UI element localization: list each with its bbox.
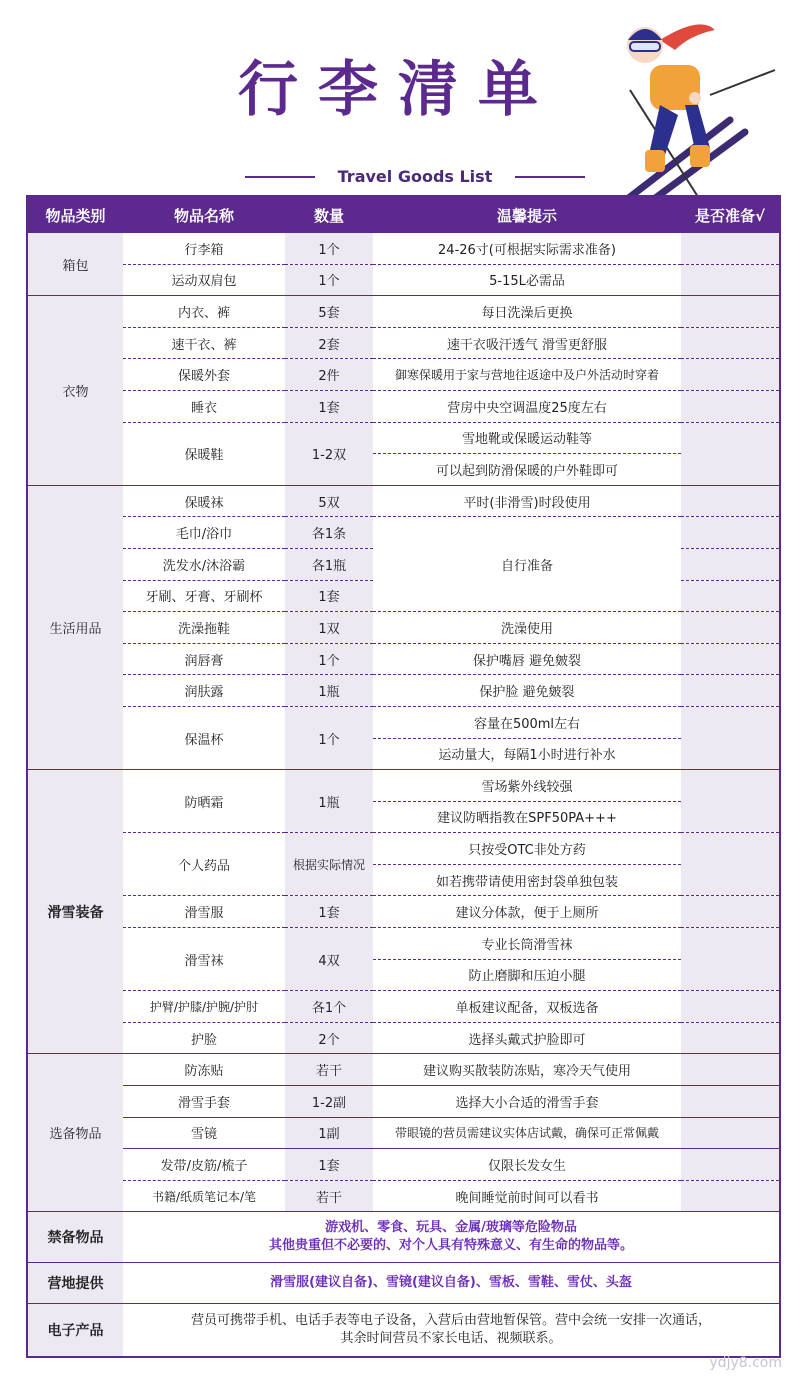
ready-checkbox[interactable] [681,359,780,391]
table-row [27,991,780,1023]
item-name: 防晒霜 [123,770,285,833]
camp-provided-text: 滑雪服(建议自备)、雪镜(建议自备)、雪板、雪鞋、雪仗、头盔 [123,1263,780,1304]
header-qty: 数量 [285,196,373,233]
item-tip: 选择大小合适的滑雪手套 [373,1086,681,1118]
banned-line-2: 其他贵重但不必要的、对个人具有特殊意义、有生命的物品等。 [268,1238,633,1254]
subtitle-line-right [515,176,585,178]
category-cell: 滑雪装备 [27,770,123,1054]
table-row [27,1054,780,1086]
item-tip: 专业长筒滑雪袜 [373,928,681,960]
item-qty: 各1个 [285,991,373,1023]
item-qty: 1个 [285,706,373,769]
item-name: 速干衣、裤 [123,327,285,359]
item-tip: 速干衣吸汗透气 滑雪更舒服 [373,327,681,359]
table-row [27,896,780,928]
table-row [27,706,780,738]
table-row [27,327,780,359]
item-tip: 洗澡使用 [373,612,681,644]
banned-line-1: 游戏机、零食、玩具、金属/玻璃等危险物品 [325,1220,577,1236]
item-tip: 防止磨脚和压迫小腿 [373,959,681,991]
ready-checkbox[interactable] [681,1022,780,1054]
item-tip: 可以起到防滑保暖的户外鞋即可 [373,454,681,486]
item-name: 滑雪袜 [123,928,285,991]
subtitle-banner [245,166,585,188]
category-cell: 箱包 [27,233,123,296]
ready-checkbox[interactable] [681,896,780,928]
item-qty: 1套 [285,1149,373,1181]
item-name: 发带/皮筋/梳子 [123,1149,285,1181]
table-row [27,1304,780,1358]
item-tip: 建议分体款，便于上厕所 [373,896,681,928]
ready-checkbox[interactable] [681,390,780,422]
ready-checkbox[interactable] [681,296,780,328]
table-row [27,643,780,675]
item-name: 护臂/护膝/护腕/护肘 [123,991,285,1023]
item-qty: 2个 [285,1022,373,1054]
table-row [27,390,780,422]
table-row [27,928,780,960]
ready-checkbox[interactable] [681,675,780,707]
item-qty: 1个 [285,233,373,264]
table-row [27,675,780,707]
item-qty: 1双 [285,612,373,644]
item-name: 牙刷、牙膏、牙刷杯 [123,580,285,612]
skier-illustration [590,10,790,225]
item-tip: 营房中央空调温度25度左右 [373,390,681,422]
item-tip: 如若携带请使用密封袋单独包装 [373,864,681,896]
item-name: 书籍/纸质笔记本/笔 [123,1180,285,1212]
item-name: 洗澡拖鞋 [123,612,285,644]
table-row [27,1086,780,1118]
item-qty: 1-2双 [285,422,373,485]
item-name: 保暖外套 [123,359,285,391]
table-row [27,833,780,865]
electronics-text [123,1304,780,1358]
ready-checkbox[interactable] [681,643,780,675]
item-tip: 带眼镜的营员需建议实体店试戴，确保可正常佩戴 [373,1117,681,1149]
item-qty: 各1瓶 [285,548,373,580]
ready-checkbox[interactable] [681,1180,780,1212]
item-tip: 雪场紫外线较强 [373,770,681,802]
table-row [27,1180,780,1212]
item-qty: 1套 [285,896,373,928]
item-name: 保暖鞋 [123,422,285,485]
item-name: 运动双肩包 [123,264,285,296]
subtitle-line-left [245,176,315,178]
table-row [27,1212,780,1263]
electronics-line-2: 其余时间营员不家长电话、视频联系。 [340,1331,562,1347]
item-name: 滑雪手套 [123,1086,285,1118]
table-row [27,1263,780,1304]
item-tip: 运动量大，每隔1小时进行补水 [373,738,681,770]
category-cell: 营地提供 [27,1263,123,1304]
table-row [27,422,780,454]
item-name: 洗发水/沐浴霸 [123,548,285,580]
ready-checkbox[interactable] [681,1117,780,1149]
category-cell: 电子产品 [27,1304,123,1358]
banned-items-text [123,1212,780,1263]
item-qty: 1副 [285,1117,373,1149]
table-row [27,1117,780,1149]
item-qty: 各1条 [285,517,373,549]
item-tip: 建议购买散装防冻贴，寒冷天气使用 [373,1054,681,1086]
table-row [27,485,780,517]
item-tip: 建议防晒指教在SPF50PA+++ [373,801,681,833]
item-name: 保暖袜 [123,485,285,517]
ready-checkbox[interactable] [681,327,780,359]
item-tip: 容量在500ml左右 [373,706,681,738]
table-row [27,359,780,391]
table-header [27,196,780,233]
table-row [27,770,780,802]
item-name: 滑雪服 [123,896,285,928]
item-tip: 只按受OTC非处方药 [373,833,681,865]
ready-checkbox[interactable] [681,485,780,517]
ready-checkbox[interactable] [681,1149,780,1181]
item-tip: 平时(非滑雪)时段使用 [373,485,681,517]
item-name: 润唇膏 [123,643,285,675]
ready-checkbox[interactable] [681,833,780,896]
item-qty: 1套 [285,390,373,422]
item-qty: 5套 [285,296,373,328]
table-row [27,296,780,328]
item-qty: 1套 [285,580,373,612]
item-name: 内衣、裤 [123,296,285,328]
goods-table [26,195,781,1358]
ready-checkbox[interactable] [681,991,780,1023]
item-tip: 选择头戴式护脸即可 [373,1022,681,1054]
table-row [27,517,780,549]
ready-checkbox[interactable] [681,264,780,296]
item-qty: 1-2副 [285,1086,373,1118]
category-cell: 生活用品 [27,485,123,769]
ready-checkbox[interactable] [681,548,780,580]
ready-checkbox[interactable] [681,517,780,549]
ready-checkbox[interactable] [681,580,780,612]
item-tip: 雪地靴或保暖运动鞋等 [373,422,681,454]
item-name: 润肤露 [123,675,285,707]
item-name: 睡衣 [123,390,285,422]
item-tip: 每日洗澡后更换 [373,296,681,328]
table-row [27,1022,780,1054]
item-qty: 5双 [285,485,373,517]
item-qty: 若干 [285,1054,373,1086]
item-qty: 1瓶 [285,675,373,707]
item-qty: 4双 [285,928,373,991]
ready-checkbox[interactable] [681,928,780,991]
header-ready: 是否准备√ [681,196,780,233]
header-category: 物品类别 [27,196,123,233]
category-cell: 衣物 [27,296,123,486]
item-name: 保温杯 [123,706,285,769]
category-cell: 禁备物品 [27,1212,123,1263]
item-qty: 1个 [285,643,373,675]
header-tip: 温馨提示 [373,196,681,233]
item-tip: 保护嘴唇 避免皴裂 [373,643,681,675]
ready-checkbox[interactable] [681,233,780,264]
item-name: 毛巾/浴巾 [123,517,285,549]
item-tip: 单板建议配备，双板选备 [373,991,681,1023]
item-tip: 仅限长发女生 [373,1149,681,1181]
item-qty: 若干 [285,1180,373,1212]
ready-checkbox[interactable] [681,1086,780,1118]
table-row [27,1149,780,1181]
category-cell: 选备物品 [27,1054,123,1212]
item-name: 护脸 [123,1022,285,1054]
item-tip: 24-26寸(可根据实际需求准备) [373,233,681,264]
ready-checkbox[interactable] [681,612,780,644]
ready-checkbox[interactable] [681,1054,780,1086]
item-name: 行李箱 [123,233,285,264]
page-title: 行李清单 [238,55,558,125]
item-name: 防冻贴 [123,1054,285,1086]
subtitle: Travel Goods List [337,167,493,186]
table-row [27,233,780,264]
item-tip: 晚间睡觉前时间可以看书 [373,1180,681,1212]
item-qty: 根据实际情况 [285,833,373,896]
item-tip: 自行准备 [373,517,681,612]
item-tip: 保护脸 避免皴裂 [373,675,681,707]
item-qty: 2套 [285,327,373,359]
item-name: 雪镜 [123,1117,285,1149]
item-qty: 2件 [285,359,373,391]
table-row [27,612,780,644]
ready-checkbox[interactable] [681,770,780,833]
item-qty: 1个 [285,264,373,296]
item-qty: 1瓶 [285,770,373,833]
item-tip: 5-15L必需品 [373,264,681,296]
electronics-line-1: 营员可携带手机、电话手表等电子设备，入营后由营地暂保管。营中会统一安排一次通话， [190,1313,711,1329]
table-row [27,264,780,296]
ready-checkbox[interactable] [681,706,780,769]
ready-checkbox[interactable] [681,422,780,485]
item-name: 个人药品 [123,833,285,896]
header-name: 物品名称 [123,196,285,233]
watermark: ydjy8.com [709,1355,782,1371]
item-tip: 御寒保暖用于家与营地往返途中及户外活动时穿着 [373,359,681,391]
